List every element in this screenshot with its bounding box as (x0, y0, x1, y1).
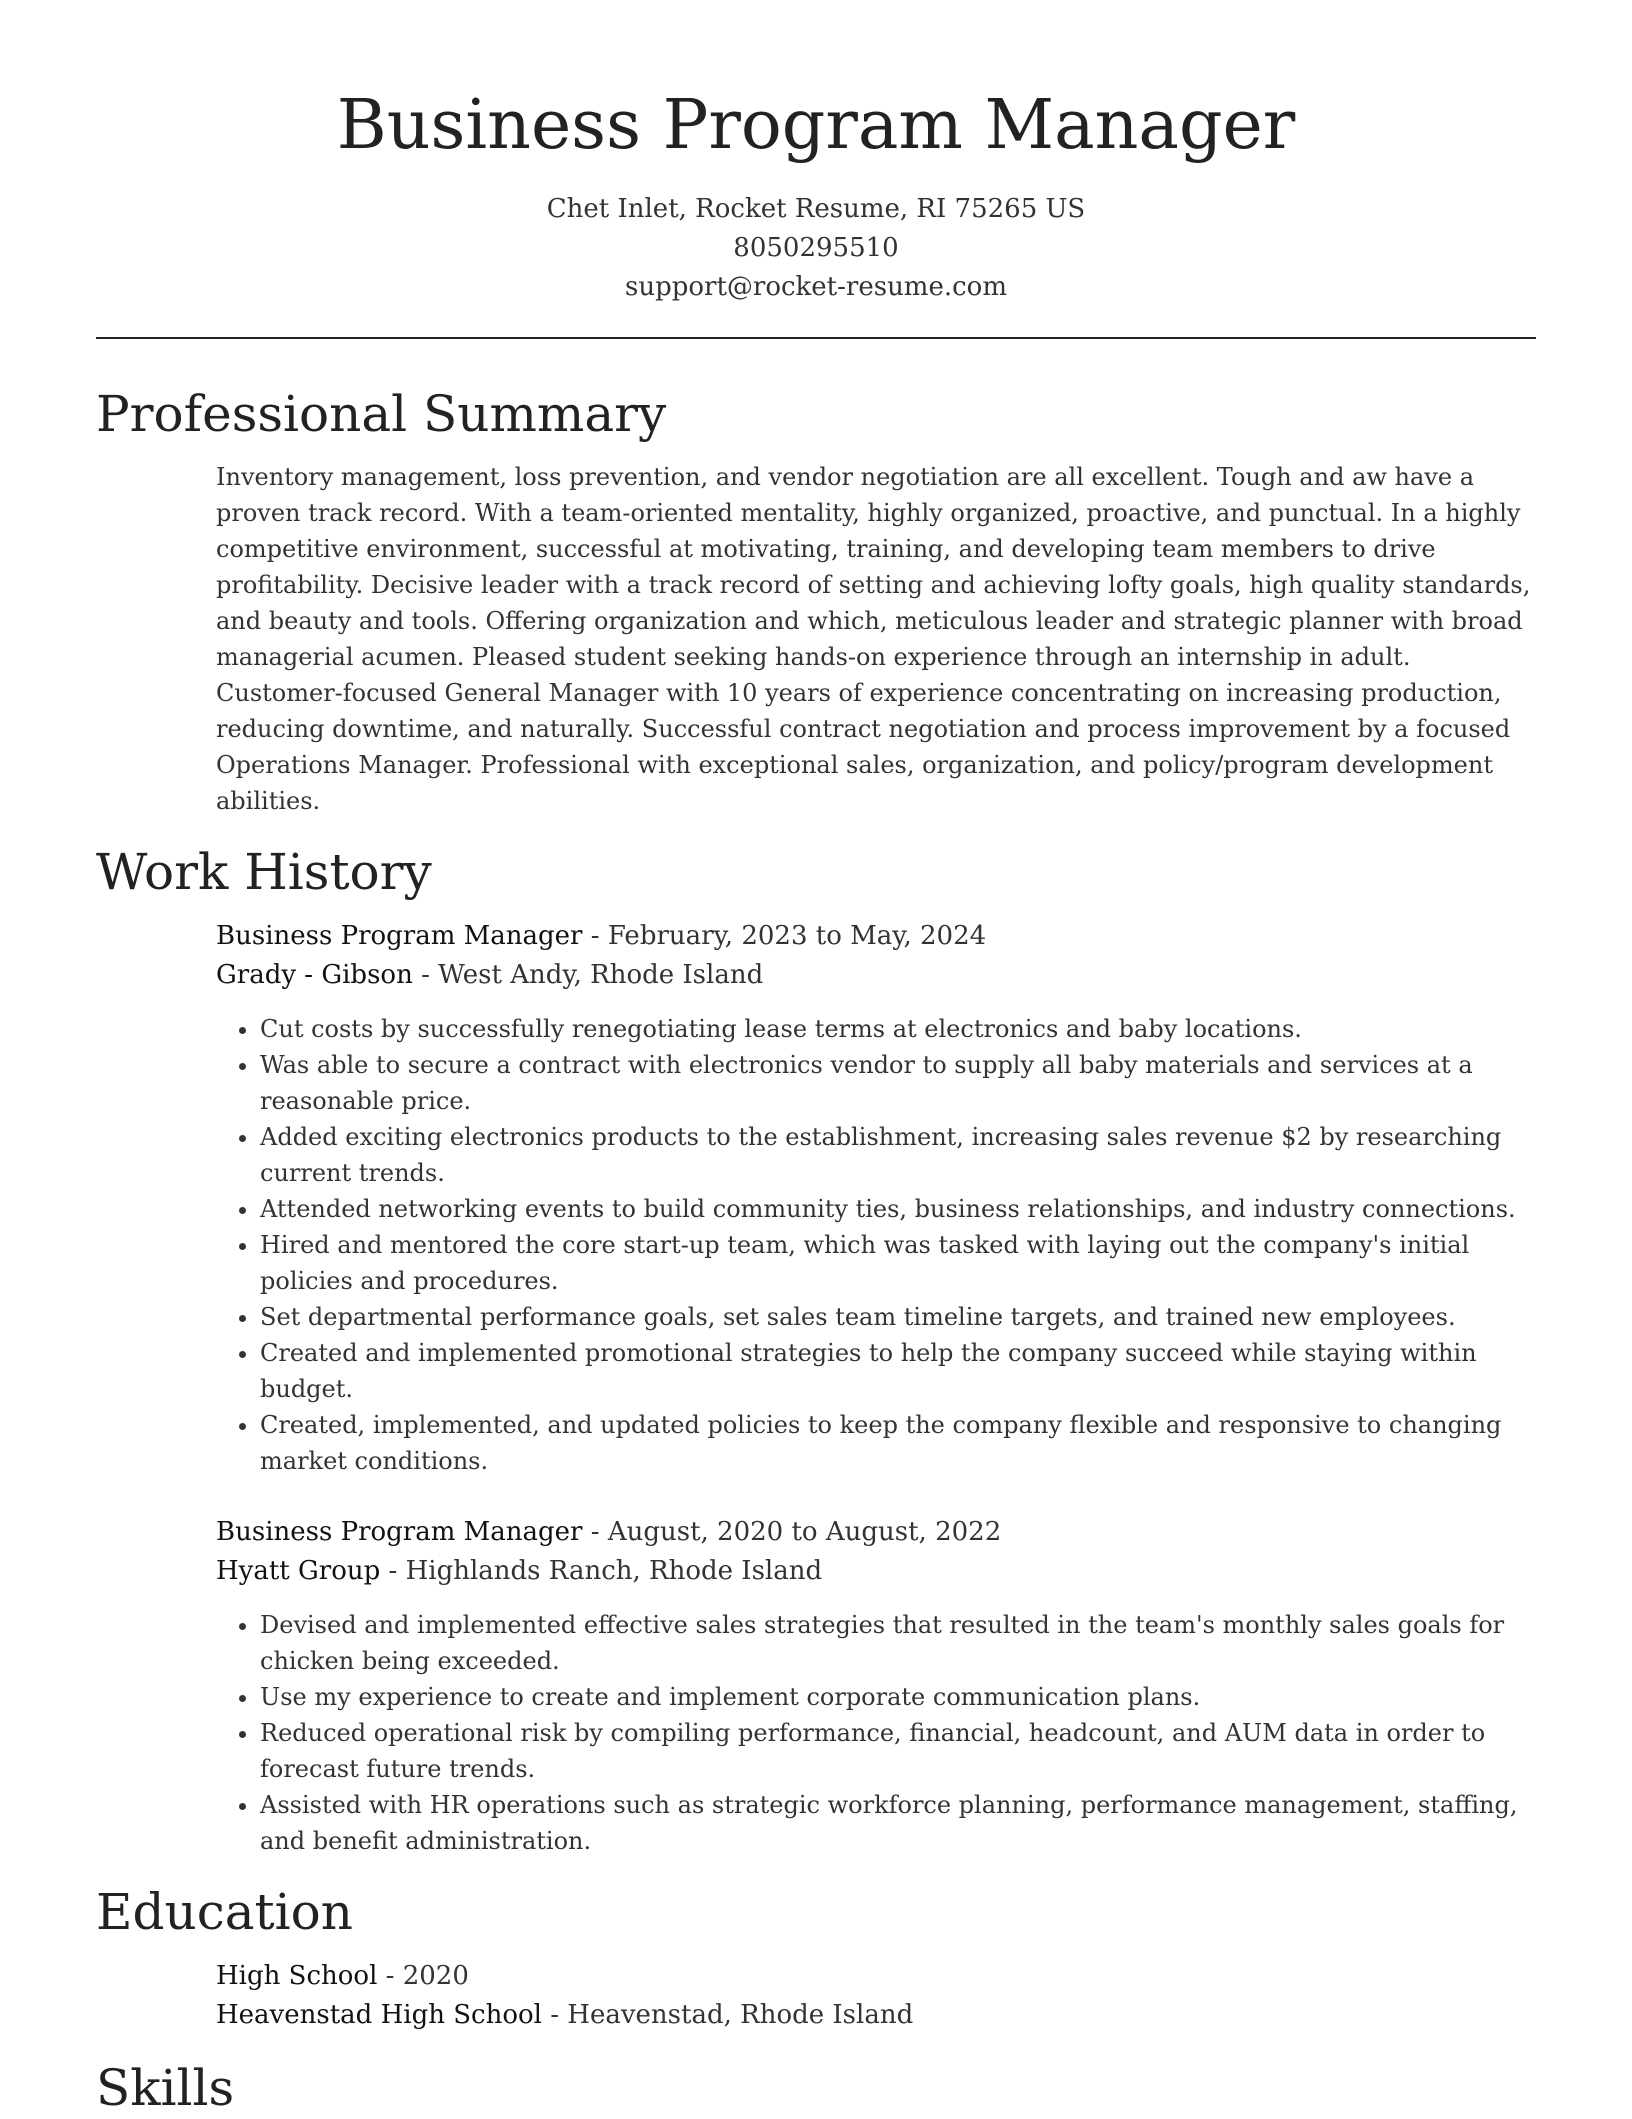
education-school: Heavenstad High School (216, 2000, 542, 2030)
job-bullet: • Set departmental performance goals, set sales team timeline targets, and trained new employees. (260, 1299, 1536, 1335)
work-history-section (216, 917, 1536, 1859)
job-bullets (216, 1607, 1536, 1859)
skills-heading: Skills (96, 2059, 235, 2117)
job-bullet: • Created and implemented promotional strategies to help the company succeed while staying within budget. (260, 1335, 1536, 1407)
job-bullet: • Use my experience to create and implement corporate communication plans. (260, 1679, 1536, 1715)
contact-email: support@rocket-resume.com (624, 272, 1007, 302)
job-title: Business Program Manager (216, 921, 583, 951)
job-bullet: • Created, implemented, and updated policies to keep the company flexible and responsive to changing market conditions. (260, 1407, 1536, 1479)
job-location: - Highlands Ranch, Rhode Island (380, 1556, 823, 1586)
resume-title: Business Program Manager (336, 86, 1296, 165)
job-entry (216, 917, 1536, 1479)
education-heading: Education (96, 1883, 353, 1941)
job-bullet: • Reduced operational risk by compiling performance, financial, headcount, and AUM data in order to forecast future trends. (260, 1715, 1536, 1787)
job-title-line (216, 1513, 1536, 1552)
job-bullet: • Attended networking events to build community ties, business relationships, and industry connections. (260, 1191, 1536, 1227)
education-year: - 2020 (377, 1961, 469, 1991)
job-entry (216, 1513, 1536, 1859)
header-divider (96, 337, 1536, 339)
education-entry (216, 1957, 1536, 2035)
job-bullet: • Assisted with HR operations such as strategic workforce planning, performance management, staffing, and benefit administration. (260, 1787, 1536, 1859)
summary-heading: Professional Summary (96, 385, 667, 443)
job-bullet: • Was able to secure a contract with electronics vendor to supply all baby materials and services at a reasonable price. (260, 1047, 1536, 1119)
job-bullet: • Devised and implemented effective sales strategies that resulted in the team's monthly sales goals for chicken being exceeded. (260, 1607, 1536, 1679)
job-bullet: • Hired and mentored the core start-up team, which was tasked with laying out the company's initial policies and procedures. (260, 1227, 1536, 1299)
job-bullet: • Added exciting electronics products to the establishment, increasing sales revenue $2 by researching current trends. (260, 1119, 1536, 1191)
education-degree: High School (216, 1961, 378, 1991)
education-school-line (216, 1996, 1536, 2035)
job-bullet: • Cut costs by successfully renegotiating lease terms at electronics and baby locations. (260, 1011, 1536, 1047)
contact-block (96, 190, 1536, 307)
job-company: Hyatt Group (216, 1556, 381, 1586)
education-section (216, 1957, 1536, 2035)
job-dates: - August, 2020 to August, 2022 (582, 1517, 1002, 1547)
work-history-heading: Work History (96, 843, 432, 901)
summary-section (216, 459, 1536, 819)
job-company-line (216, 956, 1536, 995)
resume-header (96, 0, 1536, 307)
contact-address: Chet Inlet, Rocket Resume, RI 75265 US (546, 194, 1086, 224)
job-title-line (216, 917, 1536, 956)
summary-text: Inventory management, loss prevention, and vendor negotiation are all excellent. Tough and aw have a proven track record. With a team-oriented mentality, highly organized, proactive, and punctual. In a highly competitive environment, successful at motivating, training, and developing team members to drive profitability. Decisive leader with a track record of setting and achieving lofty goals, high quality standards, and beauty and tools. Offering organization and which, meticulous leader and strategic planner with broad managerial acumen. Pleased student seeking hands-on experience through an internship in adult. Customer-focused General Manager with 10 years of experience concentrating on increasing production, reducing downtime, and naturally. Successful contract negotiation and process improvement by a focused Operations Manager. Professional with exceptional sales, organization, and policy/program development abilities. (216, 463, 1531, 815)
education-degree-line (216, 1957, 1536, 1996)
job-location: - West Andy, Rhode Island (412, 960, 764, 990)
education-location: - Heavenstad, Rhode Island (541, 2000, 914, 2030)
job-company-line (216, 1552, 1536, 1591)
job-dates: - February, 2023 to May, 2024 (582, 921, 987, 951)
contact-phone: 8050295510 (733, 233, 899, 263)
job-title: Business Program Manager (216, 1517, 583, 1547)
job-company: Grady - Gibson (216, 960, 413, 990)
job-bullets (216, 1011, 1536, 1479)
